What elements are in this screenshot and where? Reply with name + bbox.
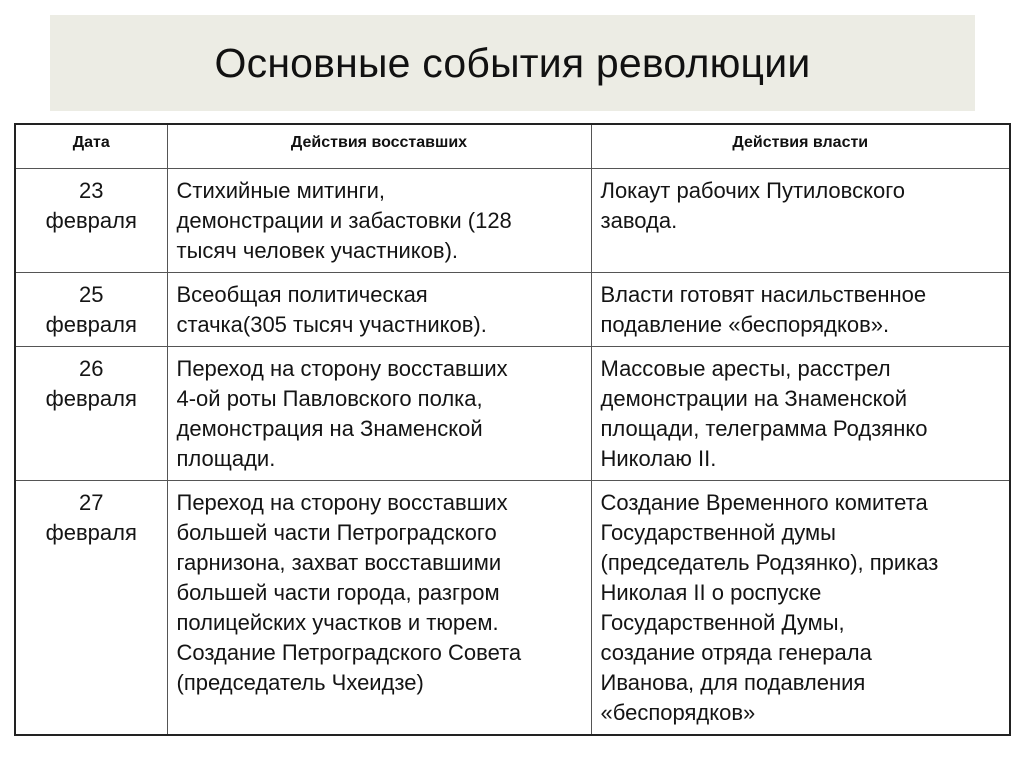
government-cell	[591, 480, 1010, 735]
cell-text-line: полицейских участков и тюрем.	[176, 609, 499, 635]
cell-text-line: 4-ой роты Павловского полка,	[176, 385, 483, 411]
header-date: Дата	[15, 124, 167, 168]
cell-text-line: Иванова, для подавления	[600, 669, 866, 695]
page-title: Основные события революции	[214, 39, 811, 86]
cell-text-line: Власти готовят насильственное	[600, 281, 927, 307]
rebels-cell	[167, 272, 591, 346]
cell-text-line: большей части Петроградского	[176, 519, 497, 545]
cell-text-line: Стихийные митинги,	[176, 177, 385, 203]
table-header-row	[15, 124, 1010, 168]
cell-text-line: большей части города, разгром	[176, 579, 500, 605]
government-cell	[591, 346, 1010, 480]
date-day: 26	[79, 355, 104, 381]
cell-text-line: тысяч человек участников).	[176, 237, 459, 263]
cell-text-line: гарнизона, захват восставшими	[176, 549, 502, 575]
events-table	[14, 123, 1011, 736]
cell-text-line: Создание Временного комитета	[600, 489, 928, 515]
table-row	[15, 272, 1010, 346]
title-banner	[50, 15, 975, 111]
cell-text-line: демонстрации и забастовки (128	[176, 207, 512, 233]
date-month: февраля	[45, 311, 137, 337]
cell-text-line: Государственной Думы,	[600, 609, 845, 635]
rebels-cell	[167, 480, 591, 735]
cell-text-line: создание отряда генерала	[600, 639, 872, 665]
date-cell	[15, 480, 167, 735]
cell-text-line: Государственной думы	[600, 519, 836, 545]
cell-text-line: демонстрации на Знаменской	[600, 385, 907, 411]
date-month: февраля	[45, 207, 137, 233]
cell-text-line: «беспорядков»	[600, 699, 756, 725]
cell-text-line: (председатель Родзянко), приказ	[600, 549, 939, 575]
cell-text-line: площади, телеграмма Родзянко	[600, 415, 928, 441]
government-cell	[591, 168, 1010, 272]
date-day: 27	[79, 489, 104, 515]
cell-text-line: (председатель Чхеидзе)	[176, 669, 424, 695]
cell-text-line: подавление «беспорядков».	[600, 311, 890, 337]
date-day: 23	[79, 177, 104, 203]
header-government-actions: Действия власти	[591, 124, 1010, 168]
rebels-cell	[167, 346, 591, 480]
date-month: февраля	[45, 385, 137, 411]
rebels-cell	[167, 168, 591, 272]
cell-text-line: завода.	[600, 207, 678, 233]
date-cell	[15, 168, 167, 272]
cell-text-line: Николая II о роспуске	[600, 579, 822, 605]
header-rebels-actions: Действия восставших	[167, 124, 591, 168]
cell-text-line: Массовые аресты, расстрел	[600, 355, 891, 381]
date-cell	[15, 272, 167, 346]
cell-text-line: Локаут рабочих Путиловского	[600, 177, 905, 203]
table-row	[15, 168, 1010, 272]
date-cell	[15, 346, 167, 480]
cell-text-line: стачка(305 тысяч участников).	[176, 311, 487, 337]
cell-text-line: Всеобщая политическая	[176, 281, 428, 307]
cell-text-line: Переход на сторону восставших	[176, 355, 508, 381]
cell-text-line: Создание Петроградского Совета	[176, 639, 522, 665]
cell-text-line: Переход на сторону восставших	[176, 489, 508, 515]
cell-text-line: Николаю II.	[600, 445, 717, 471]
date-day: 25	[79, 281, 104, 307]
date-month: февраля	[45, 519, 137, 545]
table-row	[15, 346, 1010, 480]
table-row	[15, 480, 1010, 735]
cell-text-line: демонстрация на Знаменской	[176, 415, 483, 441]
government-cell	[591, 272, 1010, 346]
cell-text-line: площади.	[176, 445, 276, 471]
